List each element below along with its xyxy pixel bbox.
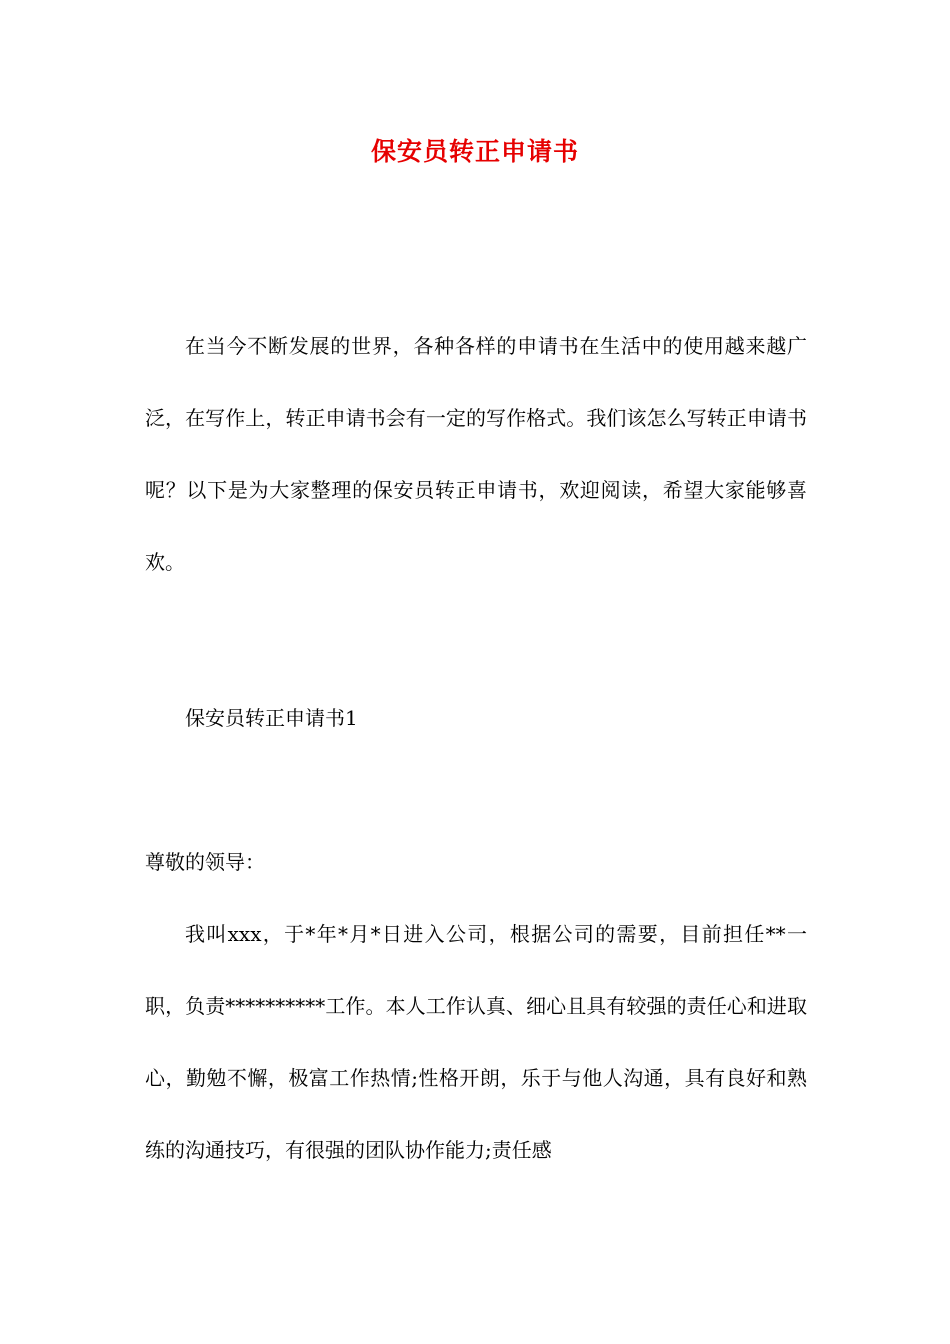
- section-heading: 保安员转正申请书1: [185, 706, 358, 730]
- salutation: 尊敬的领导：: [145, 850, 265, 874]
- document-title: 保安员转正申请书: [370, 137, 579, 166]
- intro-paragraph: 在当今不断发展的世界，各种各样的申请书在生活中的使用越来越广泛，在写作上，转正申请书会有一定的写作格式。我们该怎么写转正申请书呢？以下是为大家整理的保安员转正申请书，欢迎阅读，希望大家能够喜欢。: [145, 334, 807, 574]
- body-paragraph: 我叫xxx，于*年*月*日进入公司，根据公司的需要，目前担任**一职，负责**********工作。本人工作认真、细心且具有较强的责任心和进取心，勤勉不懈，极富工作热情;性格开朗，乐于与他人沟通，具有良好和熟练的沟通技巧，有很强的团队协作能力;责任感: [145, 922, 807, 1162]
